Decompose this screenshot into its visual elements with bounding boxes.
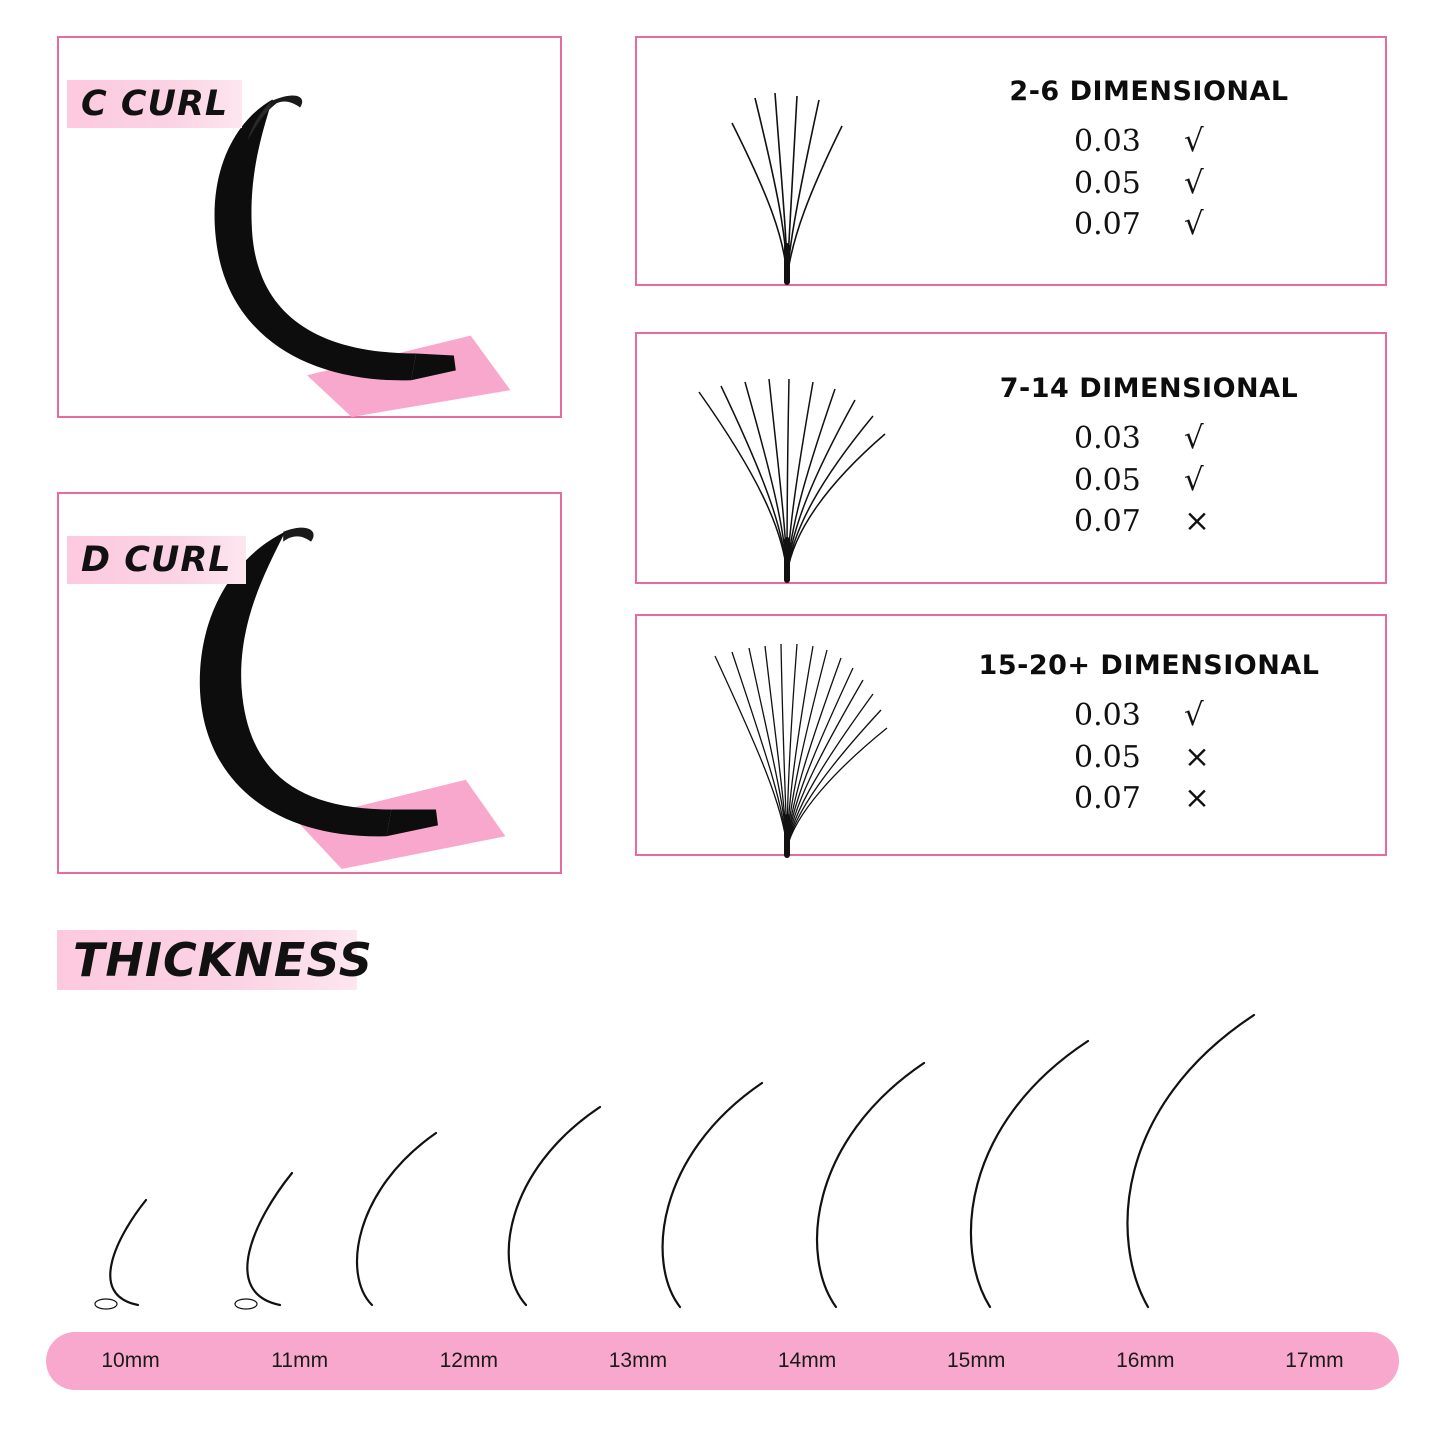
spec-value: 0.07 xyxy=(1074,504,1141,540)
spec-value: 0.07 xyxy=(1074,781,1141,817)
dimensional-title: 2-6 DIMENSIONAL xyxy=(1009,75,1289,107)
spec-value: 0.03 xyxy=(1074,697,1141,733)
spec-row xyxy=(1074,778,1224,820)
spec-mark: × xyxy=(1184,780,1210,817)
d-curl-label: D CURL xyxy=(81,539,232,580)
spec-value: 0.05 xyxy=(1074,739,1141,775)
spec-row xyxy=(1074,695,1224,737)
lash-length-illustrations xyxy=(46,975,1401,1330)
spec-row xyxy=(1074,121,1224,163)
spec-value: 0.05 xyxy=(1074,462,1141,498)
c-curl-panel xyxy=(57,36,562,418)
length-label-11mm: 11mm xyxy=(271,1349,329,1372)
dimensional-panel-15-20 xyxy=(635,614,1387,856)
length-label-12mm: 12mm xyxy=(439,1349,498,1372)
spec-mark: √ xyxy=(1184,419,1204,456)
spec-row xyxy=(1074,163,1224,205)
spec-mark: √ xyxy=(1184,164,1204,201)
length-label-15mm: 15mm xyxy=(947,1349,1006,1372)
length-label-14mm: 14mm xyxy=(777,1349,837,1372)
spec-mark: × xyxy=(1184,503,1210,540)
spec-mark: √ xyxy=(1184,206,1204,243)
spec-mark: √ xyxy=(1184,461,1204,498)
dimensional-panel-2-6 xyxy=(635,36,1387,286)
c-curl-label-chip xyxy=(67,80,242,128)
dimensional-panel-7-14 xyxy=(635,332,1387,584)
spec-row xyxy=(1074,460,1224,502)
spec-row xyxy=(1074,737,1224,779)
length-label-17mm: 17mm xyxy=(1285,1349,1344,1372)
fan-illustration-15-20 xyxy=(637,616,937,854)
spec-mark: √ xyxy=(1184,122,1204,159)
spec-value: 0.05 xyxy=(1074,165,1141,201)
dimensional-title: 15-20+ DIMENSIONAL xyxy=(978,649,1320,681)
spec-mark: × xyxy=(1184,738,1210,775)
dimensional-title: 7-14 DIMENSIONAL xyxy=(999,372,1299,404)
lash-curve-17mm xyxy=(1106,975,1356,1330)
length-label-16mm: 16mm xyxy=(1116,1349,1175,1372)
spec-value: 0.07 xyxy=(1074,207,1141,243)
spec-row xyxy=(1074,204,1224,246)
d-curl-label-chip xyxy=(67,536,246,584)
spec-mark: √ xyxy=(1184,696,1204,733)
fan-illustration-2-6 xyxy=(637,38,937,284)
length-label-13mm: 13mm xyxy=(608,1349,668,1372)
d-curl-panel xyxy=(57,492,562,874)
spec-value: 0.03 xyxy=(1074,420,1141,456)
spec-row xyxy=(1074,501,1224,543)
c-curl-label: C CURL xyxy=(81,83,229,124)
spec-row xyxy=(1074,418,1224,460)
length-label-10mm: 10mm xyxy=(101,1349,160,1372)
thickness-label: THICKNESS xyxy=(73,933,373,987)
spec-value: 0.03 xyxy=(1074,123,1141,159)
fan-illustration-7-14 xyxy=(637,334,937,582)
length-scale-bar xyxy=(46,1332,1399,1390)
